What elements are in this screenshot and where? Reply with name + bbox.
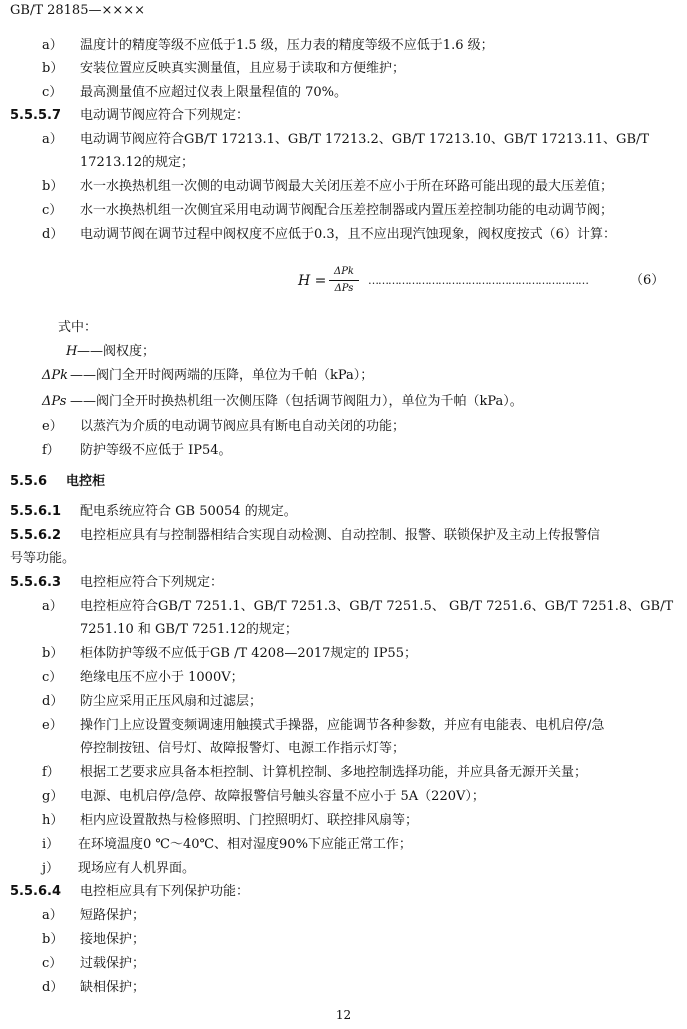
item-label: c）	[42, 85, 63, 100]
item-text: 安装位置应反映真实测量值，且应易于读取和方便维护；	[80, 61, 406, 76]
clause-title: 电动调节阀应符合下列规定：	[80, 108, 250, 123]
clause-number: 5.5.6.1	[10, 504, 61, 519]
item-label: a）	[42, 38, 63, 53]
item-label: a）	[42, 908, 63, 923]
def-symbol: ΔPk	[42, 368, 69, 383]
item-text: 最高测量值不应超过仪表上限量程值的 70%。	[80, 85, 348, 100]
item-text: 防尘应采用正压风扇和过滤层；	[80, 694, 263, 709]
item-text: 缺相保护；	[80, 980, 146, 995]
clause-text: 配电系统应符合 GB 50054 的规定。	[80, 504, 297, 519]
item-label: f）	[42, 765, 60, 780]
item-text: 在环境温度0 ℃～40℃、相对湿度90%下应能正常工作；	[78, 837, 412, 852]
item-text: 电动调节阀应符合GB/T 17213.1、GB/T 17213.2、GB/T 17213.10、GB/T 17213.11、GB/T	[80, 132, 650, 147]
item-label: j）	[42, 861, 60, 876]
item-label: d）	[42, 694, 64, 709]
standard-code: GB/T 28185—××××	[10, 3, 146, 18]
item-text: 过载保护；	[80, 956, 146, 971]
item-text: 温度计的精度等级不应低于1.5 级，压力表的精度等级不应低于1.6 级；	[80, 38, 494, 53]
item-text: 现场应有人机界面。	[78, 861, 196, 876]
item-text: 柜内应设置散热与检修照明、门控照明灯、联控排风扇等；	[80, 813, 419, 828]
page-number: 12	[335, 1008, 352, 1022]
def-text: ——阀权度；	[77, 344, 156, 359]
clause-text-cont: 号等功能。	[10, 551, 76, 566]
item-text: 防护等级不应低于 IP54。	[80, 443, 232, 458]
item-text: 水一水换热机组一次侧宜采用电动调节阀配合压差控制器或内置压差控制功能的电动调节阀；	[80, 203, 614, 218]
clause-number: 5.5.6.3	[10, 575, 61, 590]
item-text: 根据工艺要求应具备本柜控制、计算机控制、多地控制选择功能，并应具备无源开关量；	[80, 765, 588, 780]
item-label: a）	[42, 599, 63, 614]
item-label: g）	[42, 789, 64, 804]
def-symbol: H	[66, 344, 78, 359]
item-label: b）	[42, 61, 64, 76]
item-label: f）	[42, 443, 60, 458]
item-label: d）	[42, 227, 64, 242]
formula-lhs: H =	[298, 273, 327, 289]
formula-denominator: ΔPs	[334, 283, 354, 294]
def-symbol: ΔPs	[42, 394, 67, 409]
formula-numerator: ΔPk	[333, 266, 354, 277]
item-text-cont: 17213.12的规定；	[80, 155, 195, 170]
item-text: 水一水换热机组一次侧的电动调节阀最大关闭压差不应小于所在环路可能出现的最大压差值；	[80, 179, 614, 194]
item-text: 接地保护；	[80, 932, 146, 947]
item-text-cont: 停控制按钮、信号灯、故障报警灯、电源工作指示灯等；	[80, 741, 406, 756]
item-label: d）	[42, 980, 64, 995]
item-text: 电动调节阀在调节过程中阀权度不应低于0.3，且不应出现汽蚀现象，阀权度按式（6）计算：	[80, 227, 616, 242]
item-label: c）	[42, 956, 63, 971]
section-title: 电控柜	[66, 474, 106, 489]
item-label: i）	[42, 837, 60, 852]
where-label: 式中：	[58, 320, 98, 335]
item-text: 电控柜应符合GB/T 7251.1、GB/T 7251.3、GB/T 7251.5、 GB/T 7251.6、GB/T 7251.8、GB/T	[80, 599, 674, 614]
item-text: 短路保护；	[80, 908, 146, 923]
item-label: e）	[42, 718, 63, 733]
item-label: c）	[42, 670, 63, 685]
item-text: 绝缘电压不应小于 1000V；	[80, 670, 244, 685]
section-number: 5.5.6	[10, 474, 48, 489]
fraction-bar	[329, 280, 359, 281]
clause-text: 电控柜应具有与控制器相结合实现自动检测、自动控制、报警、联锁保护及主动上传报警信	[80, 528, 601, 543]
item-label: e）	[42, 419, 63, 434]
item-label: b）	[42, 179, 64, 194]
clause-number: 5.5.5.7	[10, 108, 61, 123]
clause-number: 5.5.6.2	[10, 528, 61, 543]
clause-title: 电控柜应具有下列保护功能：	[80, 884, 250, 899]
item-label: a）	[42, 132, 63, 147]
item-label: h）	[42, 813, 64, 828]
item-label: b）	[42, 932, 64, 947]
def-text: ——阀门全开时阀两端的压降，单位为千帕（kPa）；	[70, 368, 374, 383]
item-label: c）	[42, 203, 63, 218]
item-text-cont: 7251.10 和 GB/T 7251.12的规定；	[80, 622, 298, 637]
item-text: 操作门上应设置变频调速用触摸式手操器，应能调节各种参数，并应有电能表、电机启停/急	[80, 718, 605, 733]
item-text: 以蒸汽为介质的电动调节阀应具有断电自动关闭的功能；	[80, 419, 406, 434]
item-label: b）	[42, 646, 64, 661]
item-text: 柜体防护等级不应低于GB /T 4208—2017规定的 IP55；	[80, 646, 417, 661]
def-text: ——阀门全开时换热机组一次侧压降（包括调节阀阻力），单位为千帕（kPa）。	[70, 394, 523, 409]
clause-title: 电控柜应符合下列规定：	[80, 575, 224, 590]
clause-number: 5.5.6.4	[10, 884, 61, 899]
item-text: 电源、电机启停/急停、故障报警信号触头容量不应小于 5A（220V）；	[80, 789, 485, 804]
formula-leader-dots: …………………………………………………………	[368, 274, 588, 287]
formula-number: （6）	[630, 273, 665, 288]
